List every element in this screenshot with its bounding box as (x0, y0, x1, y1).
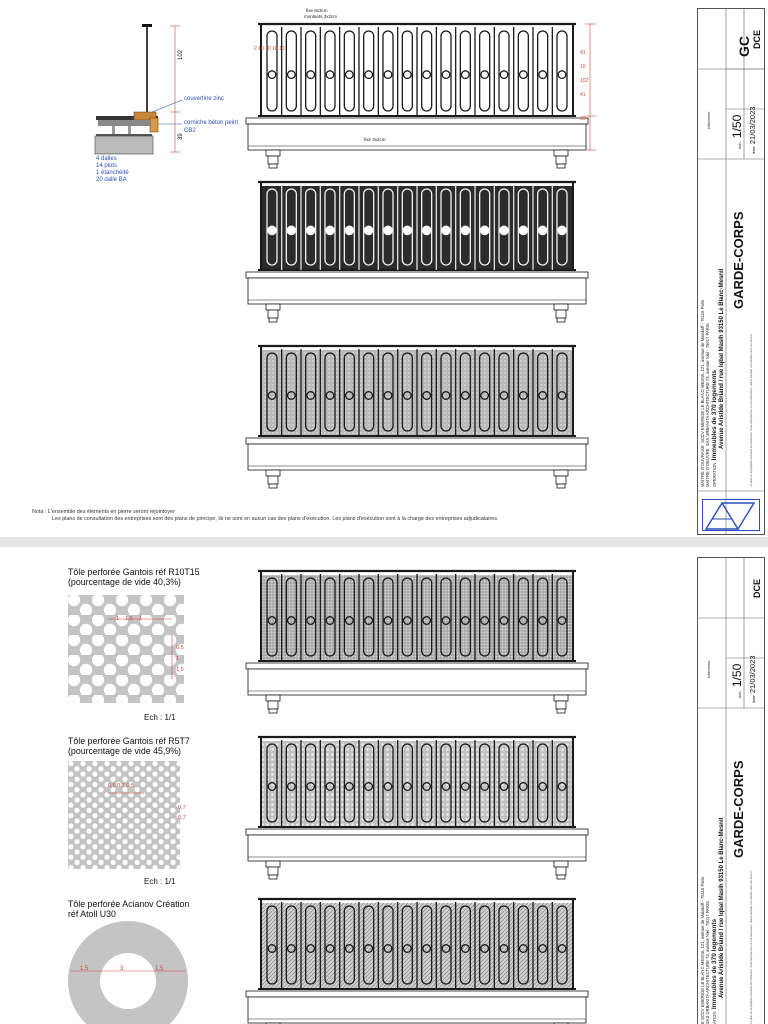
sample-1-scale: Ech : 1/1 (144, 713, 176, 722)
picket-ring (500, 71, 508, 79)
picket-ring (326, 226, 334, 234)
corbel (554, 861, 568, 867)
maitre-ouvrage: MAÎTRE D'OUVRAGE SCCV EMERIGE LE BLANC-MESNIL 121, avenue de Malakoff - 75116 Paris (700, 299, 705, 487)
sample-1-dims: 1 1,5 1 (116, 616, 143, 622)
sample-1-title: Tôle perforée Gantois réf R10T15 (pourcentage de vide 40,3%) (68, 567, 200, 587)
architect-logo (702, 499, 760, 531)
maitre-oeuvre: MAÎTRE D'OEUVRE SAS URBANITA ARCHITECTURE 73, avenue Niel - 75017 PARIS (705, 323, 710, 487)
corbel (269, 875, 277, 879)
corbel (266, 304, 280, 310)
corbel (554, 470, 568, 476)
corbel (554, 695, 568, 701)
flat-top-label-2: montants 3x2cm (304, 14, 338, 19)
corbel (556, 701, 566, 709)
couvertine-label: couvertine zinc (184, 96, 225, 102)
batiments-label: bâtiments (706, 111, 711, 129)
phase-2: DCE (752, 578, 762, 598)
corbel (268, 156, 278, 164)
sample-1-dims-vertical: 0,5 1 1,5 (176, 645, 184, 673)
corniche-label: corniche béton peint (184, 120, 239, 126)
sample-2-dims-vertical: 0,7 0,7 (178, 805, 186, 821)
railing-elevation (246, 737, 588, 879)
picket-ring (500, 226, 508, 234)
picket-ring (306, 226, 314, 234)
cornice-cap (246, 118, 588, 124)
corbel (266, 150, 280, 156)
corbel (556, 476, 566, 484)
layer-item: 14 plots (96, 163, 118, 169)
corbel (268, 310, 278, 318)
picket-ring (384, 71, 392, 79)
cornice-cap (246, 663, 588, 669)
fine-print: Ce plan est la propriété exclusive de l'architecte. Toute reproduction ou communication, même partielle, est interdite sans son accord. (750, 333, 753, 487)
picket-ring (345, 226, 353, 234)
date-value: date 21/03/2023 (748, 106, 757, 154)
picket-ring (558, 71, 566, 79)
corbel (554, 150, 568, 156)
picket-ring (481, 71, 489, 79)
picket-ring (480, 226, 488, 234)
corbel (557, 484, 565, 488)
note-line-2: Les plans de consultation des entreprises sont des plans de principe, ils ne sont en aucun cas des plans d'exécution. Les plans d'exécution sont à la charge des entreprises adjudicataires. (52, 516, 499, 522)
scale-value: éch. 1/50 (730, 114, 744, 149)
corbel (268, 476, 278, 484)
sample-3-title: Tôle perforée Acianov Création réf Atoll U30 (68, 899, 190, 919)
sample-2-scale: Ech : 1/1 (144, 877, 176, 886)
phase: DCE (752, 29, 762, 49)
corbel (266, 861, 280, 867)
date-value-2: date 21/03/2023 (748, 655, 757, 703)
sample-2-title: Tôle perforée Gantois réf R5T7 (pourcentage de vide 45,9%) (68, 736, 190, 756)
picket-ring (326, 71, 334, 79)
operation-address: Avenue Aristide Briand / rue Iqbal Masih 93150 Le Blanc-Mesnil (719, 268, 725, 449)
drawing-title-2: GARDE-CORPS (731, 760, 746, 858)
flat-top-label: fixe 8x3cm (306, 8, 328, 13)
corbel (269, 709, 277, 713)
drawing-title: GARDE-CORPS (731, 211, 746, 309)
cornice-cap (246, 991, 588, 997)
layer-item: 20 dalle BA (96, 177, 127, 183)
picket-ring (462, 71, 470, 79)
picket-ring (365, 71, 373, 79)
right-dims: 41 10 102 41 39 (580, 50, 589, 122)
corbel (557, 318, 565, 322)
drawing-sheet-2 (0, 547, 768, 1024)
corbel (556, 156, 566, 164)
title-block-sheet-2 (697, 557, 765, 1024)
corbel (269, 318, 277, 322)
layer-item: 4 dalles (96, 156, 117, 162)
picket-ring (520, 71, 528, 79)
corbel (269, 484, 277, 488)
picket-ring (403, 226, 411, 234)
corbel (556, 867, 566, 875)
railing-elevation (246, 24, 588, 168)
picket-ring (558, 226, 566, 234)
section-dim-39: 39 (178, 133, 184, 140)
project-code: GC (736, 36, 752, 57)
cornice-cap (246, 438, 588, 444)
picket-ring (384, 226, 392, 234)
picket-ring (538, 226, 546, 234)
fine-print-2: Ce plan est la propriété exclusive de l'architecte. Toute reproduction ou communication, même partielle, est interdite sans son accord. (750, 870, 753, 1024)
picket-ring (404, 71, 412, 79)
railing-elevation (246, 346, 588, 488)
picket-ring (422, 226, 430, 234)
flat-bottom-label: fixe 3x2cm (364, 137, 386, 142)
picket-ring (288, 71, 296, 79)
railing-elevation (246, 182, 588, 322)
title-block (697, 8, 765, 535)
maitre-oeuvre-2: SAS URBANITA ARCHITECTURE 73, avenue Niel - 75017 PARIS (705, 901, 710, 1024)
note-line-1: Nota : L'ensemble des éléments en pierre seront rejointoyer (32, 509, 175, 515)
picket-ring (442, 226, 450, 234)
operation-address-2: Avenue Aristide Briand / rue Iqbal Masih 93150 Le Blanc-Mesnil (719, 817, 725, 998)
corbel (266, 695, 280, 701)
sample-3-dims: 1,5 3 1,5 (80, 966, 164, 972)
picket-ring (423, 71, 431, 79)
section-height-dim: 102 (178, 49, 184, 60)
picket-ring (287, 226, 295, 234)
picket-ring (539, 71, 547, 79)
picket-ring (461, 226, 469, 234)
picket-ring (268, 71, 276, 79)
railing-elevation (246, 571, 588, 713)
picket-ring (346, 71, 354, 79)
railing-elevations (0, 0, 700, 510)
cb2-label: CB2 (184, 128, 196, 134)
layer-item: 1 étanchéité (96, 170, 129, 176)
sample-2-dims: 0,5 0,7 0,5 (108, 783, 135, 789)
cornice-cap (246, 829, 588, 835)
railing-elevation (246, 899, 588, 1024)
corbel (557, 709, 565, 713)
corbel (266, 470, 280, 476)
operation-2: ATION Immeubles de 370 logements (711, 918, 718, 1024)
picket-ring (307, 71, 315, 79)
corbel (557, 875, 565, 879)
left-dims: 2 10 10 10 10 (254, 46, 285, 52)
maitre-ouvrage-2: E SCCV EMERIGE LE BLANC-MESNIL 121, avenue de Malakoff - 75116 Paris (700, 876, 705, 1024)
batiments-label-2: bâtiments (706, 660, 711, 678)
picket-ring (519, 226, 527, 234)
picket-ring (442, 71, 450, 79)
corbel (557, 164, 565, 168)
picket-ring (268, 226, 276, 234)
corbel (268, 701, 278, 709)
scale-value-2: éch. 1/50 (730, 663, 744, 698)
corbel (269, 164, 277, 168)
corbel (556, 310, 566, 318)
cornice-cap (246, 272, 588, 278)
corbel (554, 304, 568, 310)
picket-ring (364, 226, 372, 234)
operation: OPERATION Immeubles de 370 logements (711, 370, 718, 487)
corbel (268, 867, 278, 875)
perforated-railing-elevations (0, 547, 700, 1024)
